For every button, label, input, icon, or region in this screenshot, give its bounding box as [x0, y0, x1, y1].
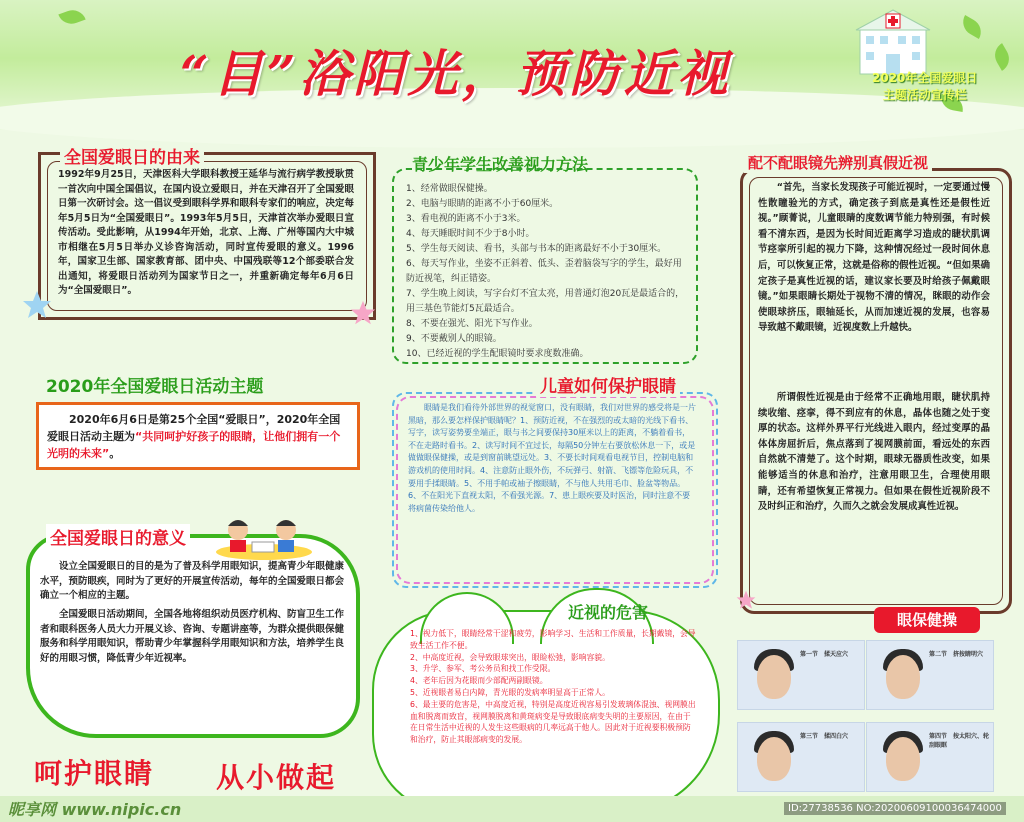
subtitle-line: 2020年全国爱眼日 — [872, 71, 978, 85]
exercise-panel — [866, 722, 994, 792]
exercise-panel-label: 第三节 揉四白穴 — [800, 733, 849, 740]
harm-heading: 近视的危害 — [568, 603, 649, 622]
kids-reading-icon — [214, 512, 314, 560]
subtitle-line: 主题活动宣传栏 — [882, 88, 967, 102]
list-item: 9、不要戴别人的眼镜。 — [406, 334, 502, 344]
list-item: 1、经常做眼保健操。 — [406, 184, 493, 194]
glasses-para: “首先，当家长发现孩子可能近视时，一定要通过慢性散瞳验光的方式，确定孩子到底是真性还是假性近视。”顾菁说，儿童眼睛的度数调节能力特别强，有时候看不清东西，是因为长时间近距离学习造成的睫状肌调节痉挛所引起的视力下降，这种情况经过一段时间休息后，可以恢复正常，这就是俗称的假性近视。“但如果确定孩子是真性近视的话，建议家长要及时给孩子佩戴眼镜。”如果眼睛长期处于视物不清的情况，眯眼的动作会使眼球挤压，眼轴延长，从而加速近视的发展，也容易导致越不戴眼镜，近视度数上升越快。 — [758, 182, 990, 334]
hospital-icon — [846, 6, 942, 76]
list-item: 5、近视眼者易白内障，青光眼的发病率明显高于正常人。 — [410, 687, 610, 697]
exercise-panel-label: 第一节 揉天应穴 — [800, 651, 849, 658]
exercise-panel — [866, 640, 994, 710]
list-item: 3、看电视的距离不小于3米。 — [406, 214, 526, 224]
theme-heading: 2020年全国爱眼日活动主题 — [46, 377, 264, 397]
origin-body: 1992年9月25日，天津医科大学眼科教授王延华与流行病学教授耿贯一首次向中国全国倡议，在国内设立爱眼日，并在天津召开了全国爱眼日第一次研讨会。这一倡议受到眼科学界和眼科专家们的响应，决定每年5月5日为“全国爱眼日”。1993年5月5日，天津首次举办爱眼日宣传活动。受此影响，从1994年开始，北京、上海、广州等国内大中城市相继在5月5日举办义诊咨询活动，同时宣传爱眼的意义。1996年，国家卫生部、国家教育部、团中央、中国残联等12个部委联合发出通知，将爱眼日活动列为国家节日之一，并重新确定每年6月6日为“全国爱眼日”。 — [58, 169, 354, 296]
methods-list — [406, 182, 686, 362]
list-item: 3、升学、参军、考公务员和找工作受限。 — [410, 664, 556, 674]
list-item: 4、老年后因为花眼而少部配两副眼镜。 — [410, 676, 548, 686]
list-item: 2、中高度近视，会导致眼球突出，眼睑松弛，影响容貌。 — [410, 652, 610, 662]
eye-exercise-badge: 眼保健操 — [874, 607, 980, 633]
theme-text — [47, 411, 349, 462]
methods-heading: 青少年学生改善视力方法 — [408, 152, 592, 175]
slogan-right: 从小做起 — [216, 761, 337, 794]
list-item: 7、学生晚上阅读，写字台灯不宜太亮，用普通灯泡20瓦是最适合的，用三基色节能灯5瓦最适合。 — [406, 289, 685, 314]
exercise-panel-label: 第二节 挤按睛明穴 — [929, 651, 984, 658]
list-item: 2、电脑与眼睛的距离不小于60厘米。 — [406, 199, 559, 209]
list-item: 5、学生每天阅读、看书，头部与书本的距离最好不小于30厘米。 — [406, 244, 667, 254]
protect-heading: 儿童如何保护眼睛 — [536, 372, 680, 397]
list-item: 4、每天睡眠时间不少于8小时。 — [406, 229, 535, 239]
page-title: “目”浴阳光，预防近视 — [180, 44, 732, 103]
protect-body: 眼睛是我们看待外部世界的视觉窗口，没有眼睛，我们对世界的感受将是一片黑暗，那么要怎样保护眼睛呢？1、预防近视，不在强烈的或太暗的光线下看书、写字，读写姿势要坐端正，眼与书之间要保持30厘米以上的距离，不躺着看书，不在走路时看书。2、读写时间不宜过长，每隔50分钟左右要放松休息一下，或是做做眼保健操，或是到窗前眺望远处。3、不要长时间观看电视节目，控制电脑和游戏机的使用时间。4、注意防止眼外伤，不玩弹弓、射箭、飞镖等危险玩具，不要用手揉眼睛。5、不用手帕或袖子擦眼睛，不与他人共用毛巾、脸盆等物品。6、不在阳光下直视太阳，不看强光源。7、患上眼疾要及时医治，同时注意不要将病菌传染给他人。 — [408, 403, 696, 513]
list-item: 10、已经近视的学生配眼镜时要求度数准确。 — [406, 349, 589, 359]
glasses-para: 所谓假性近视是由于经常不正确地用眼，睫状肌持续收缩、痉挛，得不到应有的休息，晶体也随之处于变厚的状态。这样外界平行光线进入眼内，经过变厚的晶体体房屈折后，焦点落到了视网膜前面，看远处的东西自然就不清楚了。这个时期，眼球无器质性改变，如果能够适当的休息和治疗，注意用眼卫生，合理使用眼睛，还有希望恢复正常视力。但如果在假性近视阶段不及时纠正和治疗，久而久之就会发展成真性近视。 — [758, 392, 990, 513]
page-subtitle — [872, 70, 977, 104]
exercise-panel — [737, 640, 865, 710]
star-icon — [736, 590, 756, 610]
harm-list — [410, 628, 696, 746]
list-item: 6、最主要的危害是，中高度近视，特别是高度近视容易引发玻璃体混浊、视网膜出血和脱离而致盲，视网膜脱离和黄斑病变是导致眼底病变失明的主要原因，在由于在日常生活中近视的人发生这些眼病的几率远高于他人。因此对于近视要积极预防和治疗，防止其眼部病变的发展。 — [410, 699, 696, 745]
star-icon — [350, 300, 376, 326]
image-id: ID:27738536 NO:20200609100036474000 — [784, 802, 1006, 815]
meaning-para: 设立全国爱眼日的目的是为了普及科学用眼知识，提高青少年眼健康水平，预防眼疾，同时为了更好的开展宣传活动，每年的全国爱眼日都会确立一个相应的主题。 — [40, 561, 345, 601]
theme-text-plain: 2020年6月6日是第25个全国“爱眼日”，2020年全国爱眼日活动主题为 — [47, 413, 341, 443]
origin-heading: 全国爱眼日的由来 — [60, 143, 204, 168]
exercise-panel-label: 第四节 按太阳穴、轮刮眼眶 — [929, 733, 990, 749]
meaning-heading: 全国爱眼日的意义 — [46, 524, 190, 549]
meaning-para: 全国爱眼日活动期间，全国各地将组织动员医疗机构、防盲卫生工作者和眼科医务人员大力开展义诊、咨询、专题讲座等，为群众提供眼保健服务和科学用眼知识，帮助青少年掌握科学用眼知识和方法，培养学生良好的用眼习惯，降低青少年近视率。 — [40, 609, 345, 664]
exercise-panel — [737, 722, 865, 792]
theme-highlight: “共同呵护好孩子的眼睛，让他们拥有一个光明的未来” — [47, 430, 341, 460]
list-item: 6、每天写作业，坐姿不正斜着、低头、歪着脑袋写字的学生，最好用防近视笔，纠正错姿。 — [406, 259, 682, 284]
watermark: 昵享网 www.nipic.cn — [8, 800, 182, 819]
glasses-heading: 配不配眼镜先辨别真假近视 — [744, 152, 932, 173]
star-icon — [22, 290, 52, 320]
list-item: 1、视力低下，眼睛经常干涩和疲劳，影响学习、生活和工作质量，长期戴镜，会导致生活工作不便。 — [410, 629, 696, 650]
theme-box — [36, 402, 360, 470]
theme-text-end: 。 — [109, 447, 121, 460]
slogan-left: 呵护眼睛 — [34, 757, 155, 790]
list-item: 8、不要在强光、阳光下写作业。 — [406, 319, 538, 329]
